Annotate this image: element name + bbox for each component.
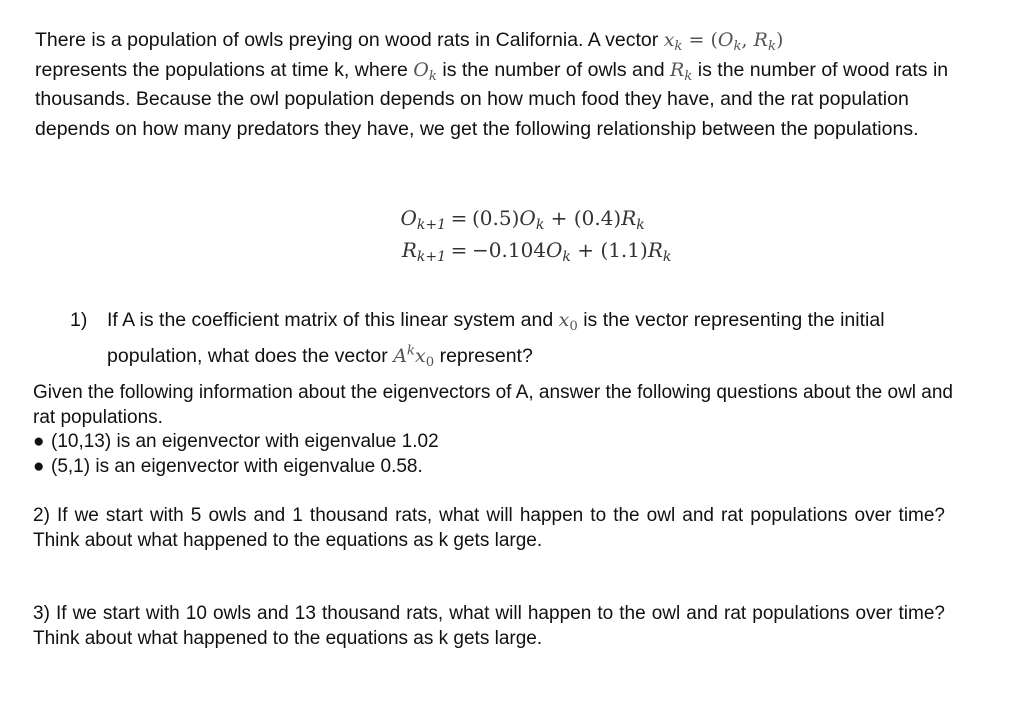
- lhs-sub: k+1: [416, 249, 446, 266]
- intro-text-1: There is a population of owls preying on wood rats in California. A vector: [35, 29, 664, 51]
- intro-paragraph: [35, 26, 985, 144]
- bullet-icon: ●: [33, 455, 45, 477]
- zero-sub: 0: [569, 318, 578, 334]
- k-sub: k: [733, 38, 742, 54]
- rat-equation: [340, 234, 760, 266]
- r-var: R: [753, 29, 768, 51]
- initial-vector: [558, 309, 578, 334]
- power-vector: [393, 343, 435, 370]
- question-3: 3) If we start with 10 owls and 13 thousand rats, what will happen to the owl and rat populations over time? Think about what happened to the equations as k gets large.: [33, 603, 945, 649]
- equals-sign: =: [450, 206, 468, 230]
- question-1-text-1: If A is the coefficient matrix of this linear system and: [107, 309, 559, 331]
- equation-lhs: [340, 234, 446, 266]
- bullet-item: [33, 430, 953, 455]
- eigenvector-info: [33, 381, 953, 479]
- rat-var: [669, 58, 693, 84]
- o-var: O: [717, 29, 734, 51]
- term-var: O: [519, 206, 536, 230]
- k-sub: k: [674, 38, 683, 54]
- info-text: Given the following information about the eigenvectors of A, answer the following questions about the owl and rat populations.: [33, 382, 953, 428]
- owl-equation: [340, 202, 760, 234]
- question-2: 2) If we start with 5 owls and 1 thousand rats, what will happen to the owl and rat populations over time? Think about what happened to the equations as k gets large.: [33, 505, 945, 551]
- lhs-var: R: [401, 238, 417, 262]
- term-sub: k: [662, 249, 672, 266]
- bullet-icon: ●: [33, 431, 45, 452]
- close-paren: ): [776, 29, 784, 51]
- bullet-item: [33, 455, 953, 480]
- equation-lhs: [340, 202, 446, 234]
- coefficient: −0.104: [472, 238, 547, 262]
- k-sub: k: [684, 68, 693, 84]
- intro-text-2: represents the populations at time k, where: [35, 58, 414, 81]
- coefficient: (0.4): [573, 206, 622, 230]
- a-var: A: [393, 345, 407, 367]
- k-sup: k: [406, 343, 415, 359]
- intro-text-4: is the number of wood rats in thousands. Because the owl population depends on how much food they have, and the rat population depends on how many predators they have, we get the following relationship between the populations.: [35, 58, 949, 140]
- owl-var: [413, 58, 437, 84]
- term-var: O: [546, 238, 563, 262]
- plus-sign: +: [544, 206, 574, 230]
- coefficient: (0.5): [472, 206, 520, 230]
- equals-open: = (: [682, 29, 718, 51]
- term-var: R: [647, 238, 663, 262]
- bullet-text: (10,13) is an eigenvector with eigenvalue 1.02: [51, 431, 439, 452]
- coefficient: (1.1): [600, 238, 648, 262]
- r-var: R: [669, 58, 685, 81]
- zero-sub: 0: [425, 354, 435, 370]
- comma: ,: [741, 29, 754, 51]
- vector-definition: [663, 29, 784, 54]
- k-sub: k: [767, 38, 776, 54]
- lhs-var: O: [400, 206, 417, 230]
- question-1-text-3: represent?: [434, 345, 533, 367]
- question-1-item: [70, 302, 970, 374]
- term-sub: k: [636, 217, 645, 234]
- lhs-sub: k+1: [416, 217, 446, 234]
- question-1-text: [107, 302, 970, 374]
- term-sub: k: [562, 249, 571, 266]
- bullet-text: (5,1) is an eigenvector with eigenvalue 0.58.: [51, 455, 423, 477]
- x-var: x: [558, 309, 570, 331]
- question-1-text-2: is the vector representing the initial population, what does the vector: [107, 309, 885, 367]
- plus-sign: +: [570, 238, 601, 262]
- o-var: O: [413, 58, 429, 81]
- equation-system: [340, 202, 760, 266]
- equals-sign: =: [450, 238, 468, 262]
- x-var: x: [414, 345, 426, 367]
- question-1: [70, 302, 970, 374]
- question-1-number: 1): [70, 309, 88, 331]
- term-sub: k: [535, 217, 545, 234]
- k-sub: k: [428, 68, 437, 84]
- x-var: x: [663, 29, 675, 51]
- intro-text-3: is the number of owls and: [436, 58, 670, 81]
- term-var: R: [621, 206, 637, 230]
